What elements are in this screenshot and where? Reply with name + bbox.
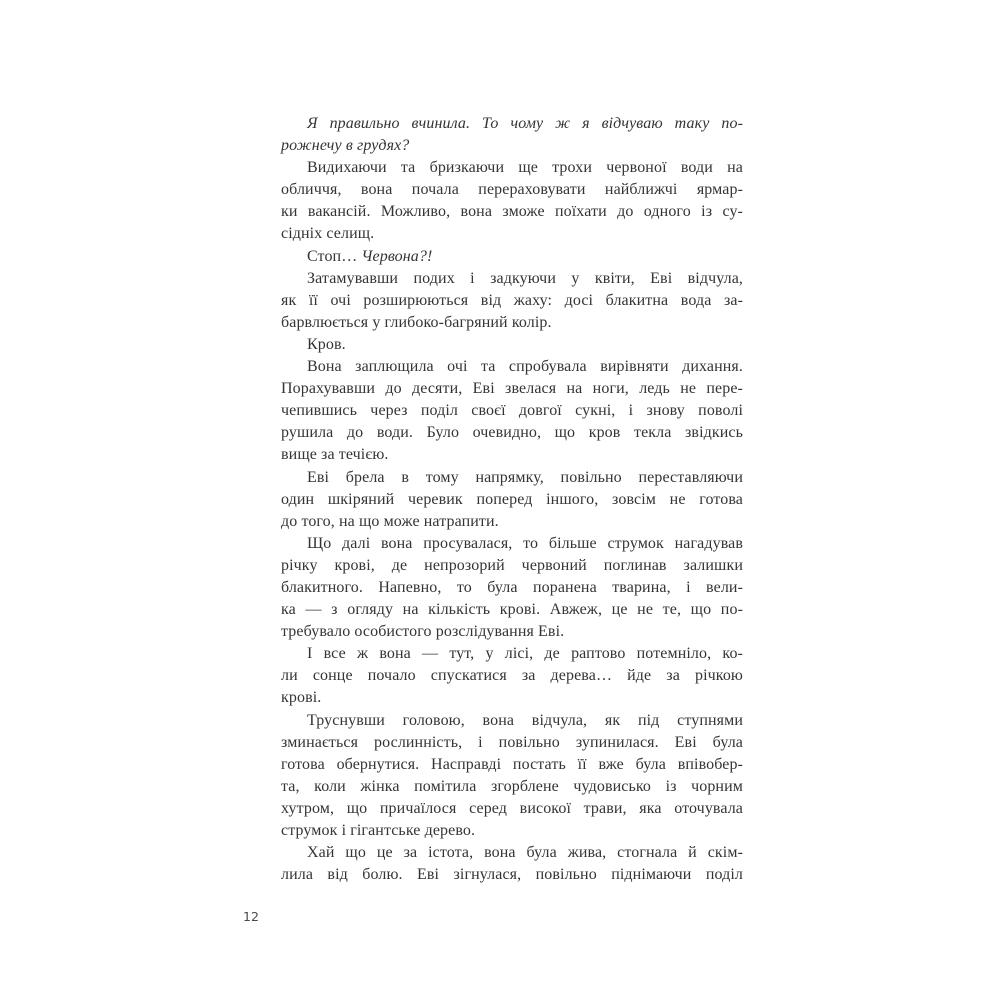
text-line xyxy=(281,422,743,444)
regular-text: требувало особистого розслідування Еві. xyxy=(281,623,565,641)
text-line xyxy=(281,842,743,864)
regular-text: та, коли жінка помітила згорблене чудовисько із чорним xyxy=(281,777,743,795)
text-line xyxy=(281,599,743,621)
text-line xyxy=(281,157,743,179)
regular-text: струмок і гігантське дерево. xyxy=(281,822,476,839)
regular-text: Стоп… xyxy=(307,247,362,265)
regular-text: Затамувавши подих і задкуючи у квіти, Еві відчула, xyxy=(307,269,743,287)
regular-text: як її очі розширюються від жаху: досі блакитна вода за- xyxy=(281,291,743,309)
regular-text: чепившись через поділ своєї довгої сукні, і знову поволі xyxy=(281,402,743,420)
regular-text: Кров. xyxy=(307,335,346,353)
italic-text: Червона?! xyxy=(361,247,433,265)
regular-text: Видихаючи та бризкаючи ще трохи червоної води на xyxy=(307,159,743,177)
text-line xyxy=(281,555,743,577)
regular-text: І все ж вона — тут, у лісі, де раптово потемніло, ко- xyxy=(307,645,743,663)
text-line xyxy=(281,135,743,157)
text-line xyxy=(281,798,743,820)
text-line xyxy=(281,312,743,334)
text-line xyxy=(281,710,743,732)
text-line xyxy=(281,533,743,555)
regular-text: обличчя, вона почала перераховувати найближчі ярмар- xyxy=(281,181,743,199)
text-line xyxy=(281,621,743,643)
text-line xyxy=(281,268,743,290)
regular-text: один шкіряний черевик поперед іншого, зовсім не готова xyxy=(281,490,743,508)
regular-text: лила від болю. Еві зігнулася, повільно піднімаючи поділ xyxy=(281,866,743,884)
regular-text: ки вакансій. Можливо, вона зможе поїхати до одного із су- xyxy=(281,203,743,221)
regular-text: барвлюється у глибоко-багряний колір. xyxy=(281,313,552,331)
text-line xyxy=(281,246,743,268)
regular-text: Хай що це за істота, вона була жива, стогнала й скім- xyxy=(307,844,743,862)
text-line xyxy=(281,179,743,201)
regular-text: зминається рослинність, і повільно зупинилася. Еві була xyxy=(281,733,743,751)
italic-text: рожнечу в грудях? xyxy=(281,137,410,155)
text-line xyxy=(281,776,743,798)
regular-text: сідніх селищ. xyxy=(281,225,375,243)
text-line xyxy=(281,467,743,489)
page-number: 12 xyxy=(243,909,259,924)
regular-text: річку крові, де непрозорий червоний поглинав залишки xyxy=(281,556,743,574)
regular-text: Труснувши головою, вона відчула, як під ступнями xyxy=(307,711,743,729)
text-line xyxy=(281,334,743,356)
text-line xyxy=(281,290,743,312)
text-line xyxy=(281,378,743,400)
text-line xyxy=(281,577,743,599)
text-line xyxy=(281,687,743,709)
regular-text: крові. xyxy=(281,689,322,707)
text-line xyxy=(281,201,743,223)
text-line xyxy=(281,356,743,378)
regular-text: ка — з огляду на кількість крові. Авжеж, це не те, що по- xyxy=(281,601,743,619)
text-line xyxy=(281,820,743,842)
regular-text: Що далі вона просувалася, то більше струмок нагадував xyxy=(307,534,743,552)
regular-text: Вона заплющила очі та спробувала вирівняти дихання. xyxy=(307,358,743,376)
text-line xyxy=(281,864,743,886)
text-line xyxy=(281,444,743,466)
regular-text: ли сонце почало спускатися за дерева… йде за річкою xyxy=(281,667,743,685)
body-text xyxy=(281,113,743,886)
regular-text: Еві брела в тому напрямку, повільно переставляючи xyxy=(307,468,743,486)
regular-text: вище за течією. xyxy=(281,446,389,464)
text-line xyxy=(281,400,743,422)
regular-text: рушила до води. Було очевидно, що кров текла звідкись xyxy=(281,424,743,442)
regular-text: до того, на що може натрапити. xyxy=(281,512,499,530)
regular-text: Порахувавши до десяти, Еві звелася на ноги, ледь не пере- xyxy=(281,380,743,398)
text-line xyxy=(281,665,743,687)
regular-text: хутром, що причаїлося серед високої трави, яка оточувала xyxy=(281,799,743,817)
text-line xyxy=(281,223,743,245)
italic-text: Я правильно вчинила. То чому ж я відчуваю таку по- xyxy=(307,115,743,132)
text-line xyxy=(281,489,743,511)
text-line xyxy=(281,643,743,665)
regular-text: готова обернутися. Насправді постать її вже була впівобер- xyxy=(281,755,743,773)
text-line xyxy=(281,732,743,754)
text-line xyxy=(281,113,743,135)
text-line xyxy=(281,511,743,533)
regular-text: блакитного. Напевно, то була поранена тварина, і вели- xyxy=(281,578,743,596)
text-line xyxy=(281,754,743,776)
